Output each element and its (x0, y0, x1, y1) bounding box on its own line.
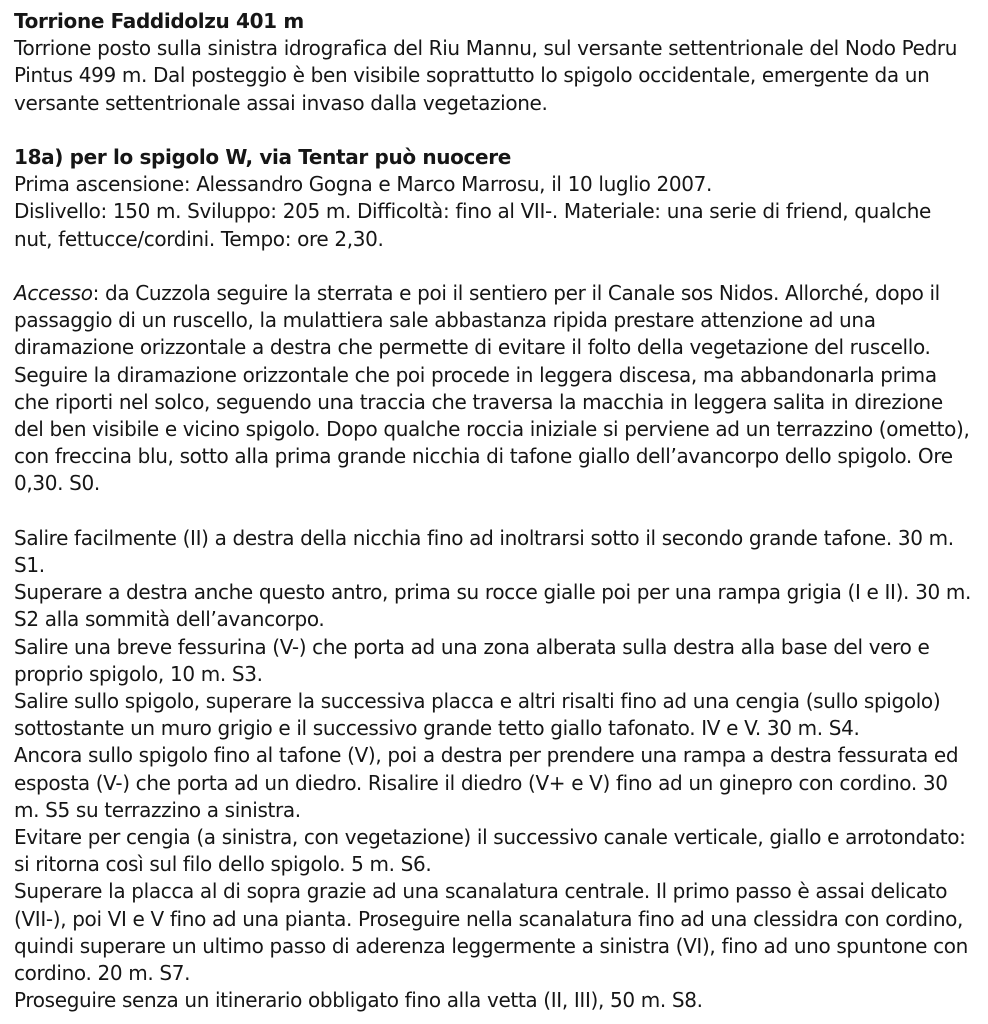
peak-title: Torrione Faddidolzu 401 m (14, 9, 304, 33)
pitch-description-s1: Salire facilmente (II) a destra della nicchia fino ad inoltrarsi sotto il secondo grande tafone. 30 m. S1. (14, 525, 954, 578)
pitch-description-s8: Proseguire senza un itinerario obbligato fino alla vetta (II, III), 50 m. S8. (14, 988, 703, 1013)
peak-description: Torrione posto sulla sinistra idrografica del Riu Mannu, sul versante settentrionale del Nodo Pedru Pintus 499 m. Dal posteggio è ben visibile soprattutto lo spigolo occidentale, emergente da un versante settentrionale assai invaso dalla vegetazione. (14, 36, 958, 115)
pitch-description-s6: Evitare per cengia (a sinistra, con vegetazione) il successivo canale verticale, giallo e arrotondato: si ritorna così sul filo dello spigolo. 5 m. S6. (14, 825, 966, 877)
route-stats: Dislivello: 150 m. Sviluppo: 205 m. Difficoltà: fino al VII-. Materiale: una serie di friend, qualche nut, fettucce/cordini. Tempo: ore 2,30. (14, 199, 932, 251)
access-paragraph (14, 280, 972, 498)
access-label: Accesso (14, 281, 93, 305)
pitch-description-s4: Salire sullo spigolo, superare la successiva placca e altri risalti fino ad una cengia (sullo spigolo) sottostante un muro grigio e il successivo grande tetto giallo tafonato. IV e V. 30 m. S4. (14, 689, 941, 741)
pitch-description-s3: Salire una breve fessurina (V-) che porta ad una zona alberata sulla destra alla base del vero e proprio spigolo, 10 m. S3. (14, 634, 930, 686)
spacer (14, 117, 972, 144)
access-text: : da Cuzzola seguire la sterrata e poi il sentiero per il Canale sos Nidos. Allorché, dopo il passaggio di un ruscello, la mulattiera sale abbastanza ripida prestare attenzione ad una diramazione orizzontale a destra che permette di evitare il folto della vegetazione del ruscello. Seguire la diramazione orizzontale che poi procede in leggera discesa, ma abbandonarla prima che riporti nel solco, seguendo una traccia che traversa la macchia in leggera salita in direzione del ben visibile e vicino spigolo. Dopo qualche roccia iniziale si perviene ad un terrazzino (ometto), con freccina blu, sotto alla prima grande nicchia di tafone giallo dell’avancorpo dello spigolo. Ore 0,30. S0. (14, 281, 970, 496)
pitch-description-s7: Superare la placca al di sopra grazie ad una scanalatura centrale. Il primo passo è assai delicato (VII-), poi VI e V fino ad una pianta. Proseguire nella scanalatura fino ad una clessidra con cordino, quindi superare un ultimo passo di aderenza leggermente a sinistra (VI), fino ad uno spuntone con cordino. 20 m. S7. (14, 879, 968, 986)
pitch-list (14, 525, 972, 1015)
spacer (14, 253, 972, 280)
route-first-ascent: Prima ascensione: Alessandro Gogna e Marco Marrosu, il 10 luglio 2007. (14, 172, 713, 197)
spacer (14, 498, 972, 525)
route-heading: 18a) per lo spigolo W, via Tentar può nuocere (14, 145, 511, 169)
pitch-description-s5: Ancora sullo spigolo fino al tafone (V), poi a destra per prendere una rampa a destra fessurata ed esposta (V-) che porta ad un diedro. Risalire il diedro (V+ e V) fino ad un ginepro con cordino. 30 m. S5 su terrazzino a sinistra. (14, 743, 959, 822)
pitch-description-s2: Superare a destra anche questo antro, prima su rocce gialle poi per una rampa grigia (I e II). 30 m. S2 alla sommità dell’avancorpo. (14, 580, 971, 632)
